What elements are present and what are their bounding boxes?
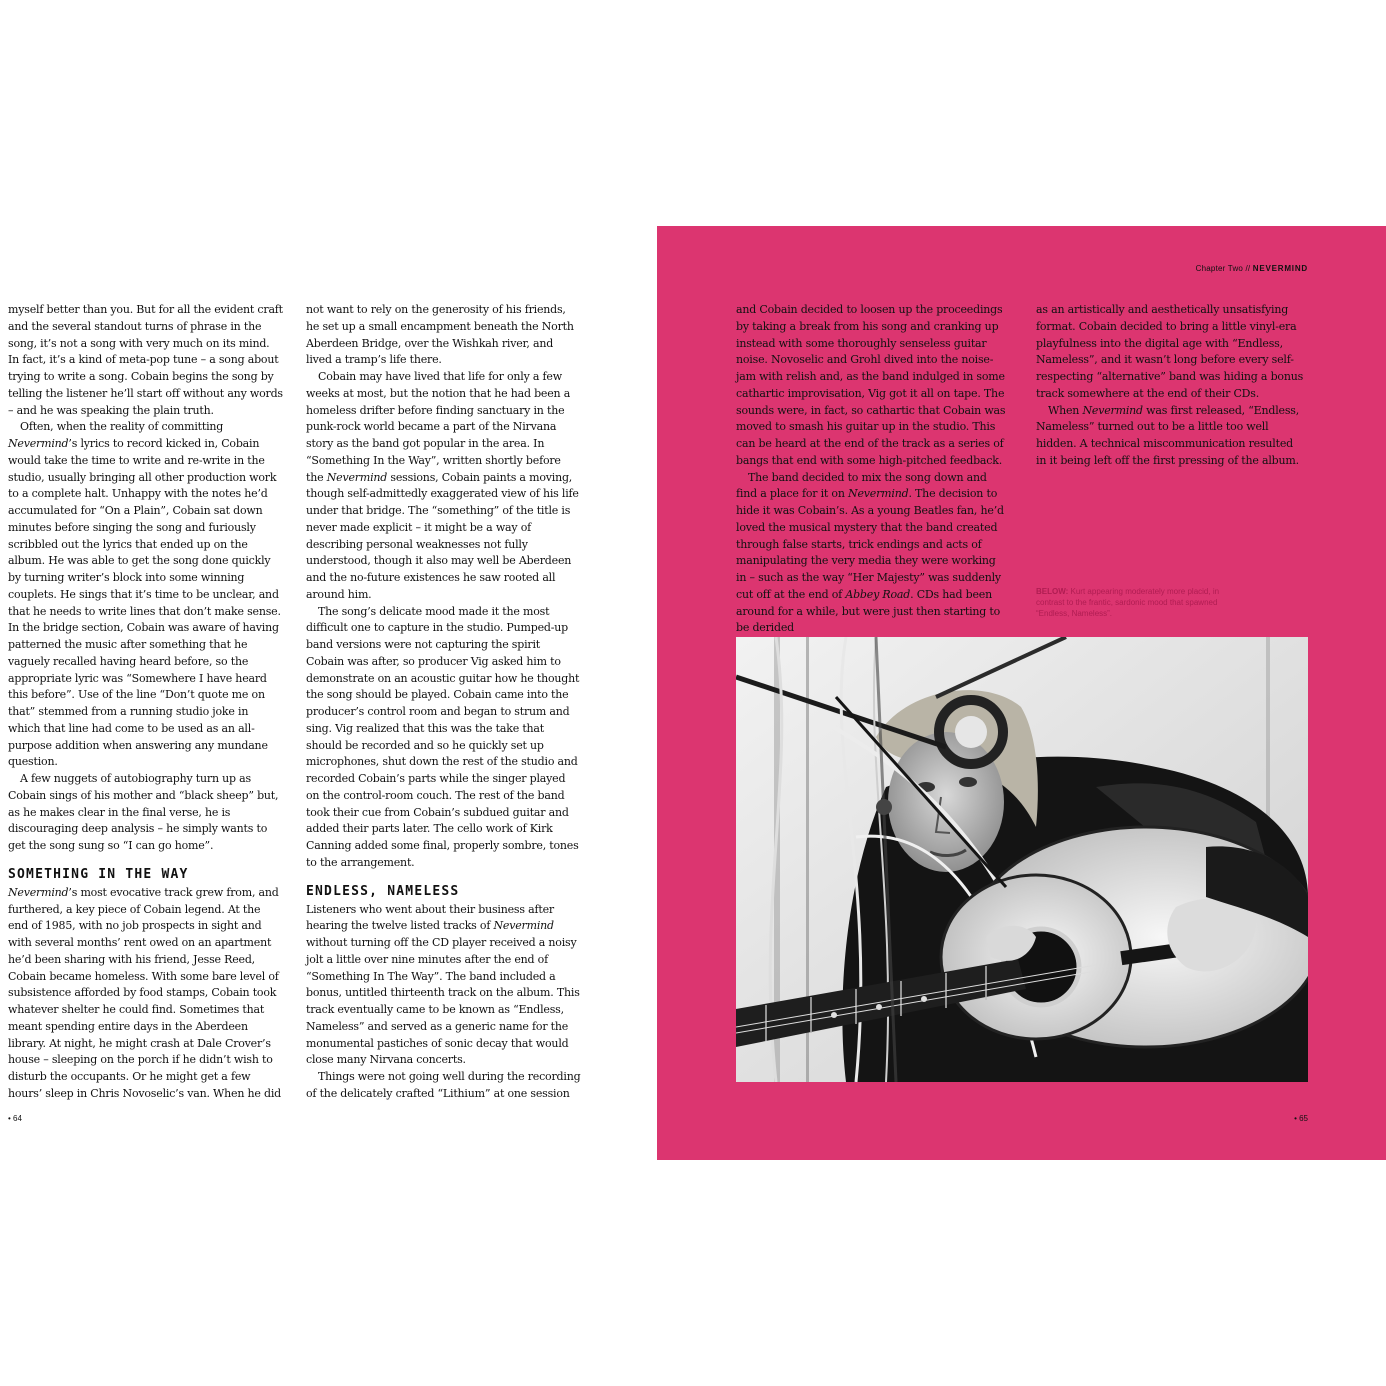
text-run: without turning off the CD player received a noisy jolt a little over nine minutes after the end of “Something In The Way”. The band included a bonus, untitled thirteenth track on the album. This track eventually came to be known as “Endless, Nameless” and served as a generic name for the monumental pastiches of sonic decay that would close many Nirvana concerts.	[306, 936, 580, 1067]
album-title: Nevermind	[1082, 403, 1143, 417]
text-run: When	[1048, 403, 1083, 417]
section-heading: SOMETHING IN THE WAY	[8, 866, 189, 882]
paragraph	[8, 419, 283, 771]
paragraph	[8, 885, 283, 1103]
album-title: Nevermind	[848, 487, 909, 501]
text-run: Cobain may have lived that life for only a few weeks at most, but the notion that he had been a homeless drifter before finding sanctuary in the punk-rock world became a part of the Nirvana story as the band got popular in the area. In “Something In the Way”, written shortly before the	[306, 370, 571, 484]
album-title: Abbey Road	[845, 587, 911, 601]
paragraph: as an artistically and aesthetically unsatisfying format. Cobain decided to bring a little vinyl-era playfulness into the digital age with “Endless, Nameless”, and it wasn’t long before every self-respecting “alternative” band was hiding a bonus track somewhere at the end of their CDs.	[1036, 303, 1304, 400]
album-title: Nevermind	[8, 437, 69, 450]
text-run: . The decision to hide it was Cobain’s. As a young Beatles fan, he’d loved the musical mystery that the band created through false starts, trick endings and acts of manipulating the very media they were working in – such as the way “Her Majesty” was suddenly cut off at the end of	[736, 487, 1004, 601]
page-number-right: • 65	[1294, 1114, 1308, 1123]
paragraph: A few nuggets of autobiography turn up as Cobain sings of his mother and “black sheep” but, as he makes clear in the final verse, he is discouraging deep analysis – he simply wants to get the song sung so “I can go home”.	[8, 772, 279, 852]
paragraph	[306, 902, 581, 1070]
text-run: was first released, “Endless, Nameless” turned out to be a little too well hidden. A technical miscommunication resulted in it being left off the first pressing of the album.	[1036, 403, 1300, 467]
paragraph: myself better than you. But for all the evident craft and the several standout turns of phrase in the song, it’s not a song with very much on its mind. In fact, it’s a kind of meta-pop tune – a song about trying to write a song. Cobain begins the song by telling the listener he’ll start off without any words – and he was speaking the plain truth.	[8, 303, 283, 417]
text-run: . CDs had been around for a while, but were just then starting to be derided	[736, 587, 1001, 635]
text-run: ’s most evocative track grew from, and furthered, a key piece of Cobain legend. At the end of 1985, with no job prospects in sight and with several months’ rent owed on an apartment he’d been sharing with his friend, Jesse Reed, Cobain became homeless. With some bare level of subsistence afforded by food stamps, Cobain took whatever shelter he could find. Sometimes that meant spending entire days in the Aberdeen library. At night, he might crash at Dale Crover’s house – sleeping on the porch if he didn’t wish to disturb the occupants. Or he might get a few hours’ sleep in Chris Novoselic’s van. When he did	[8, 885, 282, 1100]
text-column-2	[306, 302, 581, 1103]
text-run: ’s lyrics to record kicked in, Cobain would take the time to write and re-write in the studio, usually bringing all other production work to a complete halt. Unhappy with the notes he’d accumulated for “On a Plain”, Cobain sat down minutes before singing the song and furiously scribbled out the lyrics that ended up on the album. He was able to get the song done quickly by turning writer’s block into some winning couplets. He sings that it’s time to be unclear, and that he needs to write lines that don’t make sense. In the bridge section, Cobain was aware of having patterned the music after something that he vaguely recalled having heard before, so the appropriate lyric was “Somewhere I have heard this before”. Use of the line “Don’t quote me on that” stemmed from a running studio joke in which that line had come to be used as an all-purpose addition when answering any mundane question.	[8, 437, 281, 769]
caption-lead: BELOW:	[1036, 587, 1069, 596]
page-number-left: • 64	[8, 1114, 22, 1123]
chapter-title: NEVERMIND	[1252, 264, 1308, 273]
running-head	[1160, 264, 1308, 273]
chapter-separator: //	[1243, 264, 1253, 273]
album-title: Nevermind	[8, 885, 69, 899]
studio-photo	[736, 637, 1308, 1082]
studio-photo-illustration	[736, 637, 1308, 1082]
text-column-3	[736, 302, 1008, 637]
paragraph: not want to rely on the generosity of his friends, he set up a small encampment beneath the North Aberdeen Bridge, over the Wishkah river, and lived a tramp’s life there.	[306, 303, 574, 367]
album-title: Nevermind	[326, 470, 388, 484]
photo-caption	[1036, 586, 1226, 619]
text-run: sessions, Cobain paints a moving, though self-admittedly exaggerated view of his life under that bridge. The “something” of the title is never made explicit – it might be a way of describing personal weaknesses not fully understood, though it also may well be Aberdeen and the no-future existences he saw rooted all around him.	[306, 470, 579, 601]
text-run: Listeners who went about their business after hearing the twelve listed tracks of	[306, 902, 554, 933]
text-run: The band decided to mix the song down and find a place for it on	[736, 470, 987, 501]
paragraph: Things were not going well during the recording of the delicately crafted “Lithium” at one session	[306, 1070, 581, 1100]
caption-text: Kurt appearing moderately more placid, in contrast to the frantic, sardonic mood that spawned “Endless, Nameless”.	[1036, 587, 1220, 618]
paragraph	[1036, 403, 1306, 470]
text-column-1	[8, 302, 283, 1103]
paragraph: and Cobain decided to loosen up the proceedings by taking a break from his song and cranking up instead with some thoroughly senseless guitar noise. Novoselic and Grohl dived into the noise-jam with relish and, as the band indulged in some cathartic improvisation, Vig got it all on tape. The sounds were, in fact, so cathartic that Cobain was moved to smash his guitar up in the studio. This can be heard at the end of the track as a series of bangs that end with some high-pitched feedback.	[736, 303, 1006, 467]
chapter-label: Chapter Two	[1195, 264, 1244, 273]
paragraph: The song’s delicate mood made it the most difficult one to capture in the studio. Pumped-up band versions were not capturing the spirit Cobain was after, so producer Vig asked him to demonstrate on an acoustic guitar how he thought the song should be played. Cobain came into the producer’s control room and began to strum and sing. Vig realized that this was the take that should be recorded and so he quickly set up microphones, shut down the rest of the studio and recorded Cobain’s parts while the singer played on the control-room couch. The rest of the band took their cue from Cobain’s subdued guitar and added their parts later. The cello work of Kirk Canning added some final, properly sombre, tones to the arrangement.	[306, 604, 580, 869]
section-heading: ENDLESS, NAMELESS	[306, 883, 460, 899]
text-run: Often, when the reality of committing	[20, 420, 224, 434]
text-column-4	[1036, 302, 1306, 470]
paragraph	[736, 470, 1008, 638]
paragraph	[306, 369, 581, 604]
album-title: Nevermind	[493, 919, 554, 933]
